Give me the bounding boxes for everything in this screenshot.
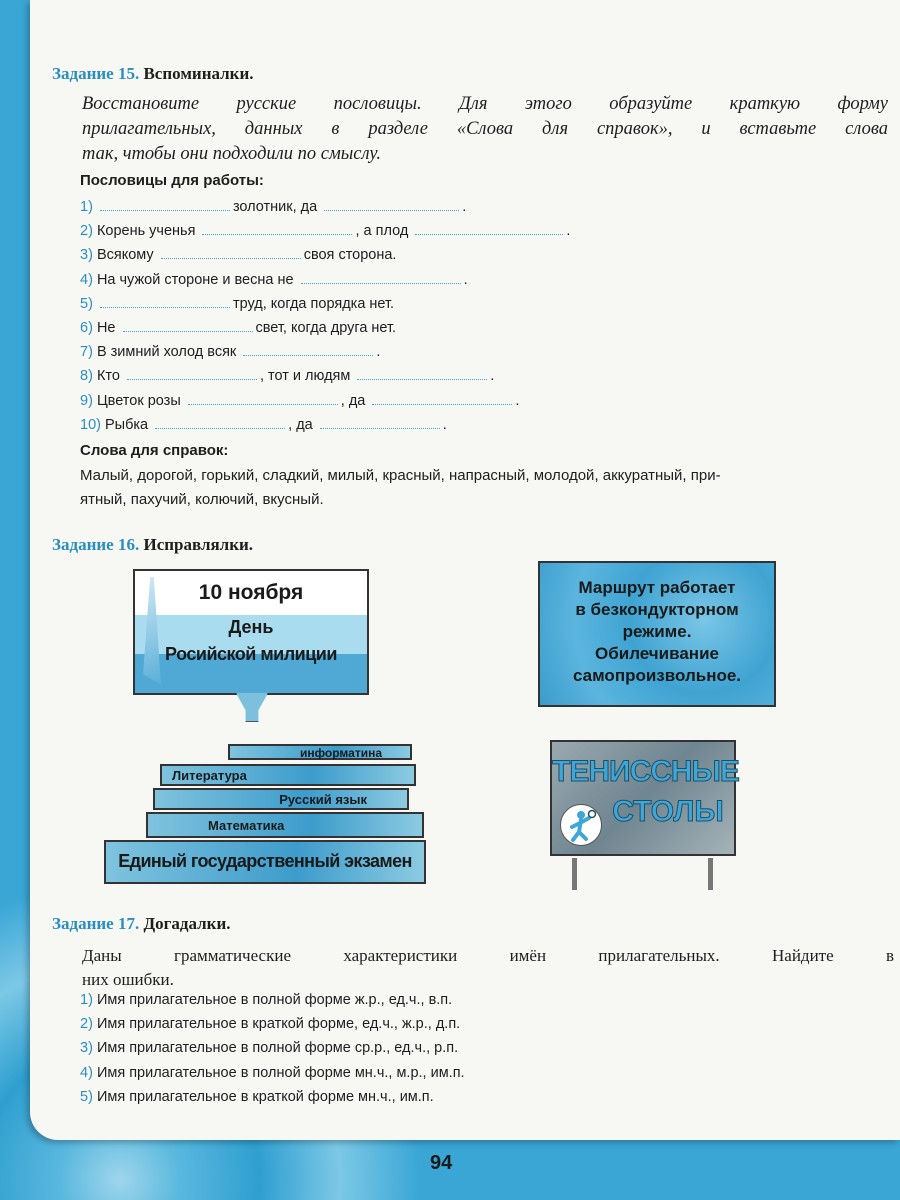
tennis-player-icon [560, 804, 602, 846]
answer-blank[interactable] [155, 416, 285, 429]
answer-blank[interactable] [357, 367, 487, 380]
proverb-text: труд, когда порядка нет. [232, 295, 395, 312]
proverbs-heading: Пословицы для работы: [80, 172, 264, 189]
proverb-text: . [515, 392, 520, 409]
item-text: Имя прилагательное в полной форме ж.р., ед.ч., в.п. [96, 992, 453, 1008]
proverb-item [80, 319, 570, 343]
sign-post-left [572, 858, 577, 890]
answer-blank[interactable] [100, 295, 230, 308]
answer-blank[interactable] [243, 343, 373, 356]
proverb-item [80, 222, 570, 246]
answer-blank[interactable] [127, 367, 257, 380]
proverb-text: . [462, 199, 467, 215]
book-exam: Единый государственный экзамен [104, 840, 426, 884]
answer-blank[interactable] [123, 319, 253, 332]
task17-item [80, 1089, 465, 1113]
task17-list [80, 992, 465, 1113]
book-informatics: информатина [228, 744, 412, 760]
item-number: 5) [80, 1088, 93, 1105]
proverb-number: 6) [80, 319, 93, 336]
proverb-text: , да [340, 392, 366, 409]
words-heading: Слова для справок: [80, 442, 229, 459]
police-day-sign: 10 ноября День Росийской милиции [133, 569, 369, 695]
proverb-text: . [490, 368, 495, 385]
task17-item [80, 1065, 465, 1089]
item-number: 1) [80, 992, 93, 1008]
proverb-number: 1) [80, 199, 93, 215]
bus-route-sign: Маршрут работает в безкондукторном режиме. Обилечивание самопроизвольное. [538, 561, 776, 707]
proverb-text: золотник, да [232, 199, 318, 215]
proverb-number: 2) [80, 223, 93, 240]
proverb-number: 7) [80, 344, 93, 361]
proverb-text: . [442, 416, 447, 433]
proverb-number: 3) [80, 247, 93, 264]
proverb-number: 9) [80, 392, 93, 409]
answer-blank[interactable] [301, 271, 461, 284]
page-number: 94 [430, 1152, 453, 1174]
answer-blank[interactable] [324, 198, 459, 211]
proverb-item [80, 271, 570, 295]
proverb-number: 4) [80, 271, 93, 288]
proverb-item [80, 246, 570, 270]
item-text: Имя прилагательное в полной форме мн.ч., м.р., им.п. [96, 1064, 465, 1081]
task17-item [80, 1040, 465, 1064]
proverb-item [80, 295, 570, 319]
task17-intro: Даны грамматические характеристики имён прилагательных. Найдите в них ошибки. [82, 946, 894, 989]
proverb-text: На чужой стороне и весна не [96, 271, 294, 288]
book-math: Математика [146, 812, 424, 838]
proverb-text: свет, когда друга нет. [255, 319, 397, 336]
book-russian: Русский язык [153, 788, 409, 810]
answer-blank[interactable] [320, 416, 440, 429]
item-number: 4) [80, 1064, 93, 1081]
proverb-text: , тот и людям [259, 368, 351, 385]
proverb-item [80, 392, 570, 416]
proverb-text: , а плод [355, 223, 409, 240]
item-text: Имя прилагательное в краткой форме, ед.ч., ж.р., д.п. [96, 1016, 461, 1033]
proverb-text: , да [288, 416, 313, 433]
proverb-text: Всякому [96, 247, 154, 264]
item-text: Имя прилагательное в полной форме ср.р., ед.ч., р.п. [96, 1040, 459, 1057]
task17-item [80, 1016, 465, 1040]
proverb-item [80, 416, 570, 440]
proverb-text: своя сторона. [303, 247, 397, 264]
tennis-tables-sign: ТЕНИССНЫЕ СТОЛЫ [550, 740, 736, 856]
proverb-number: 8) [80, 368, 93, 385]
sign-post-right [708, 858, 713, 890]
proverb-text: Цветок розы [96, 392, 181, 409]
answer-blank[interactable] [202, 222, 352, 235]
proverb-text: . [463, 271, 468, 288]
proverb-item [80, 367, 570, 391]
proverb-text: Кто [96, 368, 120, 385]
answer-blank[interactable] [161, 246, 301, 259]
proverb-number: 5) [80, 295, 93, 312]
proverb-text: . [566, 223, 571, 240]
proverb-item [80, 198, 570, 222]
task16-heading: Задание 16. Исправлялки. [52, 535, 254, 554]
item-text: Имя прилагательное в краткой форме мн.ч., им.п. [96, 1088, 434, 1105]
answer-blank[interactable] [100, 198, 230, 211]
proverbs-list [80, 198, 570, 440]
answer-blank[interactable] [372, 392, 512, 405]
proverb-text: В зимний холод всяк [96, 344, 237, 361]
task15-instruction: Восстановите русские пословицы. Для этого образуйте краткую форму прилагательных, данных в разделе «Слова для справок», и вставьте слова так, чтобы они подходили по смыслу. [82, 94, 888, 164]
proverb-item [80, 343, 570, 367]
proverb-text: Корень ученья [96, 223, 196, 240]
answer-blank[interactable] [415, 222, 563, 235]
proverb-number: 10) [80, 416, 101, 433]
task17-heading: Задание 17. Догадалки. [52, 914, 231, 933]
task15-heading: Задание 15. Вспоминалки. [52, 64, 254, 83]
proverb-text: Рыбка [105, 416, 149, 433]
item-number: 3) [80, 1040, 93, 1057]
answer-blank[interactable] [188, 392, 338, 405]
words-list: Малый, дорогой, горький, сладкий, милый, красный, напрасный, молодой, аккуратный, при- ятный, пахучий, колючий, вкусный. [80, 467, 721, 508]
item-number: 2) [80, 1016, 93, 1033]
proverb-text: Не [96, 319, 116, 336]
task17-item [80, 992, 465, 1016]
proverb-text: . [376, 344, 381, 361]
book-literature: Литература [160, 764, 416, 786]
